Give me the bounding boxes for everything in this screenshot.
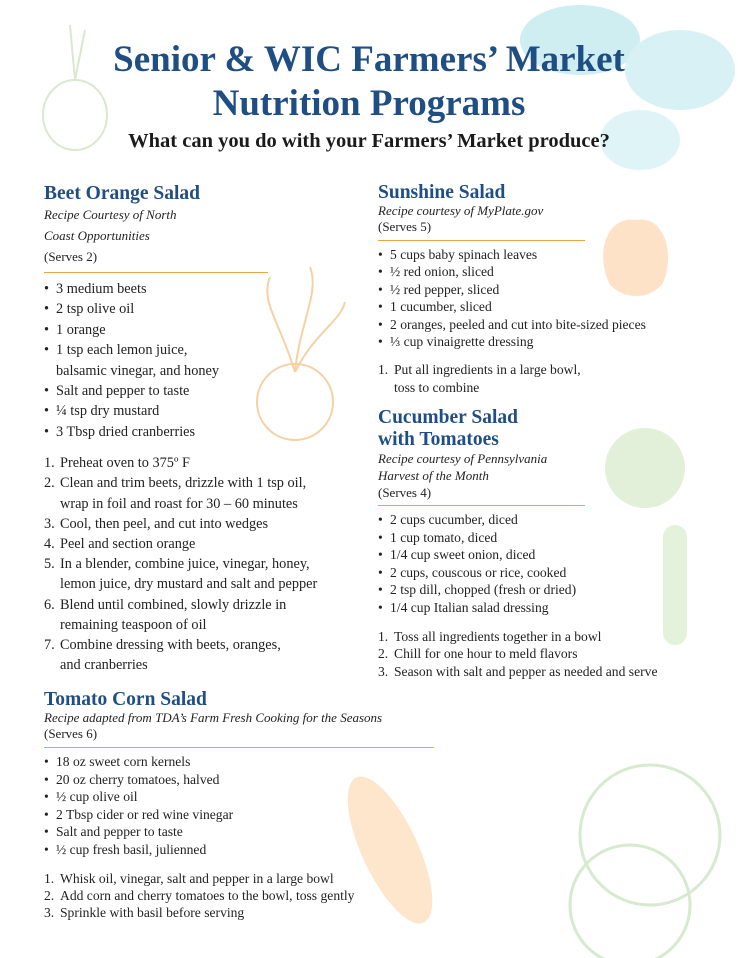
credit-line: Recipe Courtesy of North	[44, 207, 177, 222]
ingredient: • Salt and pepper to taste	[44, 823, 464, 841]
step: 3. Season with salt and pepper as needed and serve	[378, 664, 658, 680]
step: 1. Toss all ingredients together in a bowl	[378, 628, 602, 644]
ingredient: • 2 cups cucumber, diced	[378, 511, 723, 529]
step-text: Combine dressing with beets, oranges,	[60, 637, 281, 654]
ingredient: • 1/4 cup sweet onion, diced	[378, 546, 723, 564]
step-text: Clean and trim beets, drizzle with 1 tsp oil,	[60, 475, 307, 492]
ingredient: • ½ red onion, sliced	[378, 263, 718, 280]
recipe-tomato-corn-salad	[44, 689, 464, 922]
step: 2. Clean and trim beets, drizzle with 1 tsp oil, wrap in foil and roast for 30 – 60 minutes	[44, 475, 307, 512]
recipe-serves: (Serves 6)	[44, 726, 98, 741]
divider	[378, 505, 585, 506]
recipe-title: Sunshine Salad	[378, 182, 506, 203]
ingredient: • 1 cucumber, sliced	[378, 298, 718, 315]
ingredient-list	[378, 511, 723, 617]
recipe-credit	[44, 204, 374, 246]
step-list	[44, 453, 374, 675]
recipe-credit	[378, 450, 723, 484]
ingredient: • 18 oz sweet corn kernels	[44, 753, 464, 771]
ingredient: • ½ cup olive oil	[44, 788, 464, 806]
step-text: Whisk oil, vinegar, salt and pepper in a large bowl	[60, 870, 334, 886]
recipe-credit: Recipe courtesy of MyPlate.gov	[378, 203, 544, 218]
step-text: Preheat oven to 375º F	[60, 455, 190, 472]
step: 1. Put all ingredients in a large bowl, toss to combine	[378, 362, 581, 395]
recipe-title: Beet Orange Salad	[44, 183, 200, 204]
credit-line: Coast Opportunities	[44, 228, 150, 243]
page-subtitle: What can you do with your Farmers’ Market produce?	[128, 130, 610, 152]
ingredient: • 2 tsp dill, chopped (fresh or dried)	[378, 581, 723, 599]
step: 1. Whisk oil, vinegar, salt and pepper in a large bowl	[44, 870, 334, 886]
ingredient-text: balsamic vinegar, and honey	[56, 362, 219, 379]
title-line: with Tomatoes	[378, 429, 499, 450]
step-text: Put all ingredients in a large bowl,	[394, 362, 581, 378]
recipe-serves: (Serves 5)	[378, 219, 432, 234]
ingredient: • 1/4 cup Italian salad dressing	[378, 599, 723, 617]
divider	[44, 747, 434, 748]
step-text: Blend until combined, slowly drizzle in	[60, 596, 287, 613]
ingredient: • 3 medium beets	[44, 279, 374, 299]
step-text: Chill for one hour to meld flavors	[394, 646, 578, 662]
ingredient: • Salt and pepper to taste	[44, 381, 374, 401]
ingredient: • ⅓ cup vinaigrette dressing	[378, 333, 718, 350]
step-text: Toss all ingredients together in a bowl	[394, 628, 602, 644]
step: 3. Sprinkle with basil before serving	[44, 905, 245, 921]
ingredient: • ¼ tsp dry mustard	[44, 401, 374, 421]
recipe-cucumber-salad	[378, 407, 723, 681]
step-text: remaining teaspoon of oil	[60, 616, 207, 633]
step-text: Sprinkle with basil before serving	[60, 905, 245, 921]
recipe-credit: Recipe adapted from TDA’s Farm Fresh Cooking for the Seasons	[44, 710, 383, 725]
cauliflower-illustration	[540, 725, 738, 958]
credit-line: Harvest of the Month	[378, 468, 489, 483]
recipe-sunshine-salad	[378, 182, 718, 396]
ingredient: • 5 cups baby spinach leaves	[378, 246, 718, 263]
ingredient-list	[44, 753, 464, 859]
step: 2. Add corn and cherry tomatoes to the bowl, toss gently	[44, 887, 355, 903]
ingredient-list	[378, 246, 718, 350]
step-list	[378, 361, 718, 396]
ingredient: • 20 oz cherry tomatoes, halved	[44, 771, 464, 789]
ingredient	[44, 340, 374, 381]
step-text: wrap in foil and roast for 30 – 60 minutes	[60, 495, 298, 512]
ingredient: • 2 Tbsp cider or red wine vinegar	[44, 806, 464, 824]
recipe-title	[378, 407, 723, 451]
step: 1. Preheat oven to 375º F	[44, 455, 190, 472]
page-title	[0, 38, 738, 126]
step-text: toss to combine	[394, 379, 480, 395]
step-text: Cool, then peel, and cut into wedges	[60, 515, 269, 532]
step: 4. Peel and section orange	[44, 536, 196, 553]
ingredient: • 3 Tbsp dried cranberries	[44, 422, 374, 442]
step-text: In a blender, combine juice, vinegar, honey,	[60, 556, 310, 573]
ingredient-text: 1 tsp each lemon juice,	[56, 342, 188, 359]
title-line: Cucumber Salad	[378, 407, 518, 428]
divider	[44, 272, 268, 273]
divider	[378, 240, 585, 241]
credit-line: Recipe courtesy of Pennsylvania	[378, 451, 548, 466]
step: 7. Combine dressing with beets, oranges, and cranberries	[44, 637, 281, 674]
step-list	[44, 870, 464, 922]
step: 6. Blend until combined, slowly drizzle in remaining teaspoon of oil	[44, 596, 287, 633]
step-text: Add corn and cherry tomatoes to the bowl, toss gently	[60, 887, 355, 903]
ingredient: • 2 oranges, peeled and cut into bite-sized pieces	[378, 316, 718, 333]
title-line-1: Senior & WIC Farmers’ Market	[113, 39, 625, 80]
recipe-beet-orange-salad	[44, 183, 374, 675]
ingredient: • 2 tsp olive oil	[44, 299, 374, 319]
recipe-serves: (Serves 4)	[378, 485, 432, 500]
ingredient: • 1 cup tomato, diced	[378, 529, 723, 547]
ingredient: • ½ cup fresh basil, julienned	[44, 841, 464, 859]
step-text: Peel and section orange	[60, 536, 196, 553]
ingredient: • 2 cups, couscous or rice, cooked	[378, 564, 723, 582]
ingredient-list	[44, 279, 374, 442]
step-text: lemon juice, dry mustard and salt and pepper	[60, 576, 318, 593]
step: 2. Chill for one hour to meld flavors	[378, 646, 578, 662]
step-text: and cranberries	[60, 657, 148, 674]
step-list	[378, 628, 723, 681]
title-line-2: Nutrition Programs	[212, 83, 526, 124]
step-text: Season with salt and pepper as needed and serve	[394, 664, 658, 680]
recipe-title: Tomato Corn Salad	[44, 689, 207, 710]
step: 3. Cool, then peel, and cut into wedges	[44, 515, 269, 532]
recipe-serves: (Serves 2)	[44, 249, 98, 264]
ingredient: • 1 orange	[44, 320, 374, 340]
ingredient: • ½ red pepper, sliced	[378, 281, 718, 298]
step: 5. In a blender, combine juice, vinegar, honey, lemon juice, dry mustard and salt and pepper	[44, 556, 318, 593]
